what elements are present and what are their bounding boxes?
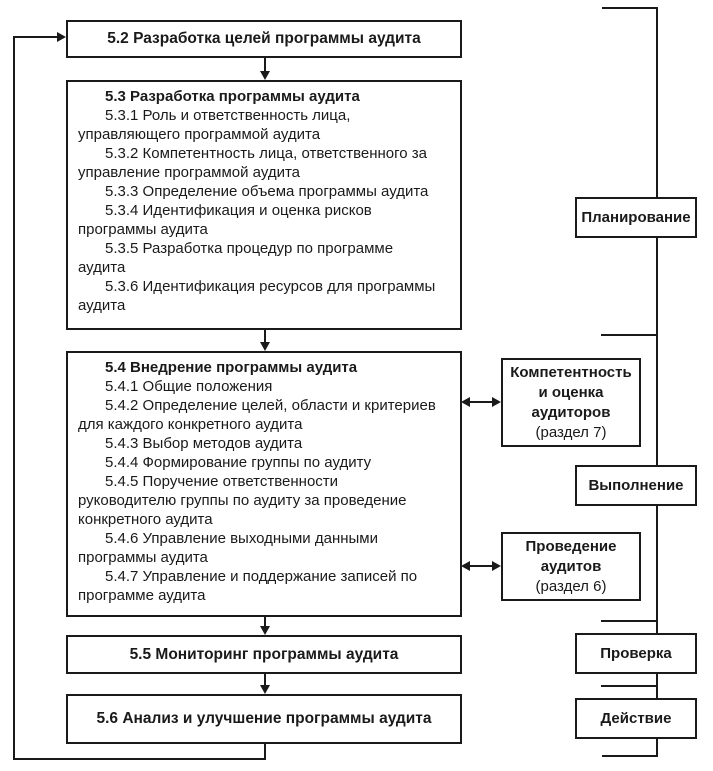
box-5-4-item: 5.4.4 Формирование группы по аудиту	[105, 454, 372, 471]
box-5-3-item: 5.3.4 Идентификация и оценка рисков программы аудита	[78, 202, 372, 238]
pdca-bracket-divider-do-check	[601, 620, 658, 622]
box-5-4-item: 5.4.6 Управление выходными данными программы аудита	[78, 530, 378, 566]
double-arrow-left-head-icon	[461, 561, 470, 571]
box-5-3-item: 5.3.2 Компетентность лица, ответственного за управление программой аудита	[78, 145, 427, 181]
arrowhead-down-icon	[260, 342, 270, 351]
box-5-2-audit-programme-objectives	[66, 20, 462, 58]
box-5-5-title: 5.5 Мониторинг программы аудита	[129, 645, 399, 663]
box-5-3-establishing-audit-programme	[66, 80, 462, 330]
conduct-box-title: Проведение аудитов	[525, 537, 617, 575]
pdca-label-do	[575, 465, 697, 506]
pdca-plan-text: Планирование	[581, 209, 691, 226]
box-competence-evaluation-auditors	[501, 358, 641, 447]
box-5-3-item: 5.3.6 Идентификация ресурсов для программы аудита	[78, 278, 436, 314]
arrowhead-down-icon	[260, 71, 270, 80]
box-5-4-implementing-audit-programme	[66, 351, 462, 617]
pdca-label-check	[575, 633, 697, 674]
feedback-loop-bottom-line	[13, 758, 266, 760]
double-arrow-right-head-icon	[492, 397, 501, 407]
double-arrow-left-head-icon	[461, 397, 470, 407]
box-5-2-title: 5.2 Разработка целей программы аудита	[107, 30, 421, 47]
box-5-3-item: 5.3.5 Разработка процедур по программе аудита	[78, 240, 394, 276]
box-5-3-item: 5.3.3 Определение объема программы аудита	[105, 183, 429, 200]
box-5-3-item: 5.3.1 Роль и ответственность лица, управляющего программой аудита	[78, 107, 351, 143]
box-5-4-title: 5.4 Внедрение программы аудита	[105, 359, 358, 376]
double-arrow-right-head-icon	[492, 561, 501, 571]
box-5-4-item: 5.4.5 Поручение ответственности руководителю группы по аудиту за проведение конкретного аудита	[78, 473, 407, 528]
pdca-bracket-bottom-corner-line	[602, 755, 658, 757]
box-5-4-item: 5.4.1 Общие положения	[105, 378, 273, 395]
arrowhead-down-icon	[260, 626, 270, 635]
pdca-bracket-top-corner-line	[602, 7, 658, 9]
competence-box-title: Компетентность и оценка аудиторов	[510, 363, 632, 421]
competence-box-clause-note: (раздел 7)	[535, 423, 607, 441]
box-conducting-audits	[501, 532, 641, 601]
feedback-loop-stub-from-5-6	[264, 744, 266, 759]
box-5-5-monitoring-audit-programme	[66, 635, 462, 674]
feedback-arrowhead-icon	[57, 32, 66, 42]
arrowhead-down-icon	[260, 685, 270, 694]
pdca-label-plan	[575, 197, 697, 238]
pdca-bracket-divider-check-act	[601, 685, 658, 687]
pdca-do-text: Выполнение	[588, 477, 684, 494]
pdca-label-act	[575, 698, 697, 739]
feedback-loop-vertical-line	[13, 36, 15, 760]
box-5-3-title: 5.3 Разработка программы аудита	[105, 88, 360, 105]
conduct-box-clause-note: (раздел 6)	[535, 577, 607, 595]
feedback-loop-top-line	[15, 36, 58, 38]
box-5-4-item: 5.4.3 Выбор методов аудита	[105, 435, 303, 452]
box-5-6-reviewing-improving-audit-programme	[66, 694, 462, 744]
box-5-4-item: 5.4.2 Определение целей, области и критериев для каждого конкретного аудита	[78, 397, 436, 433]
box-5-6-title: 5.6 Анализ и улучшение программы аудита	[96, 710, 432, 727]
box-5-4-item: 5.4.7 Управление и поддержание записей по программе аудита	[78, 568, 418, 604]
pdca-check-text: Проверка	[600, 645, 672, 662]
pdca-act-text: Действие	[600, 710, 672, 727]
pdca-bracket-divider-plan-do	[601, 334, 658, 336]
